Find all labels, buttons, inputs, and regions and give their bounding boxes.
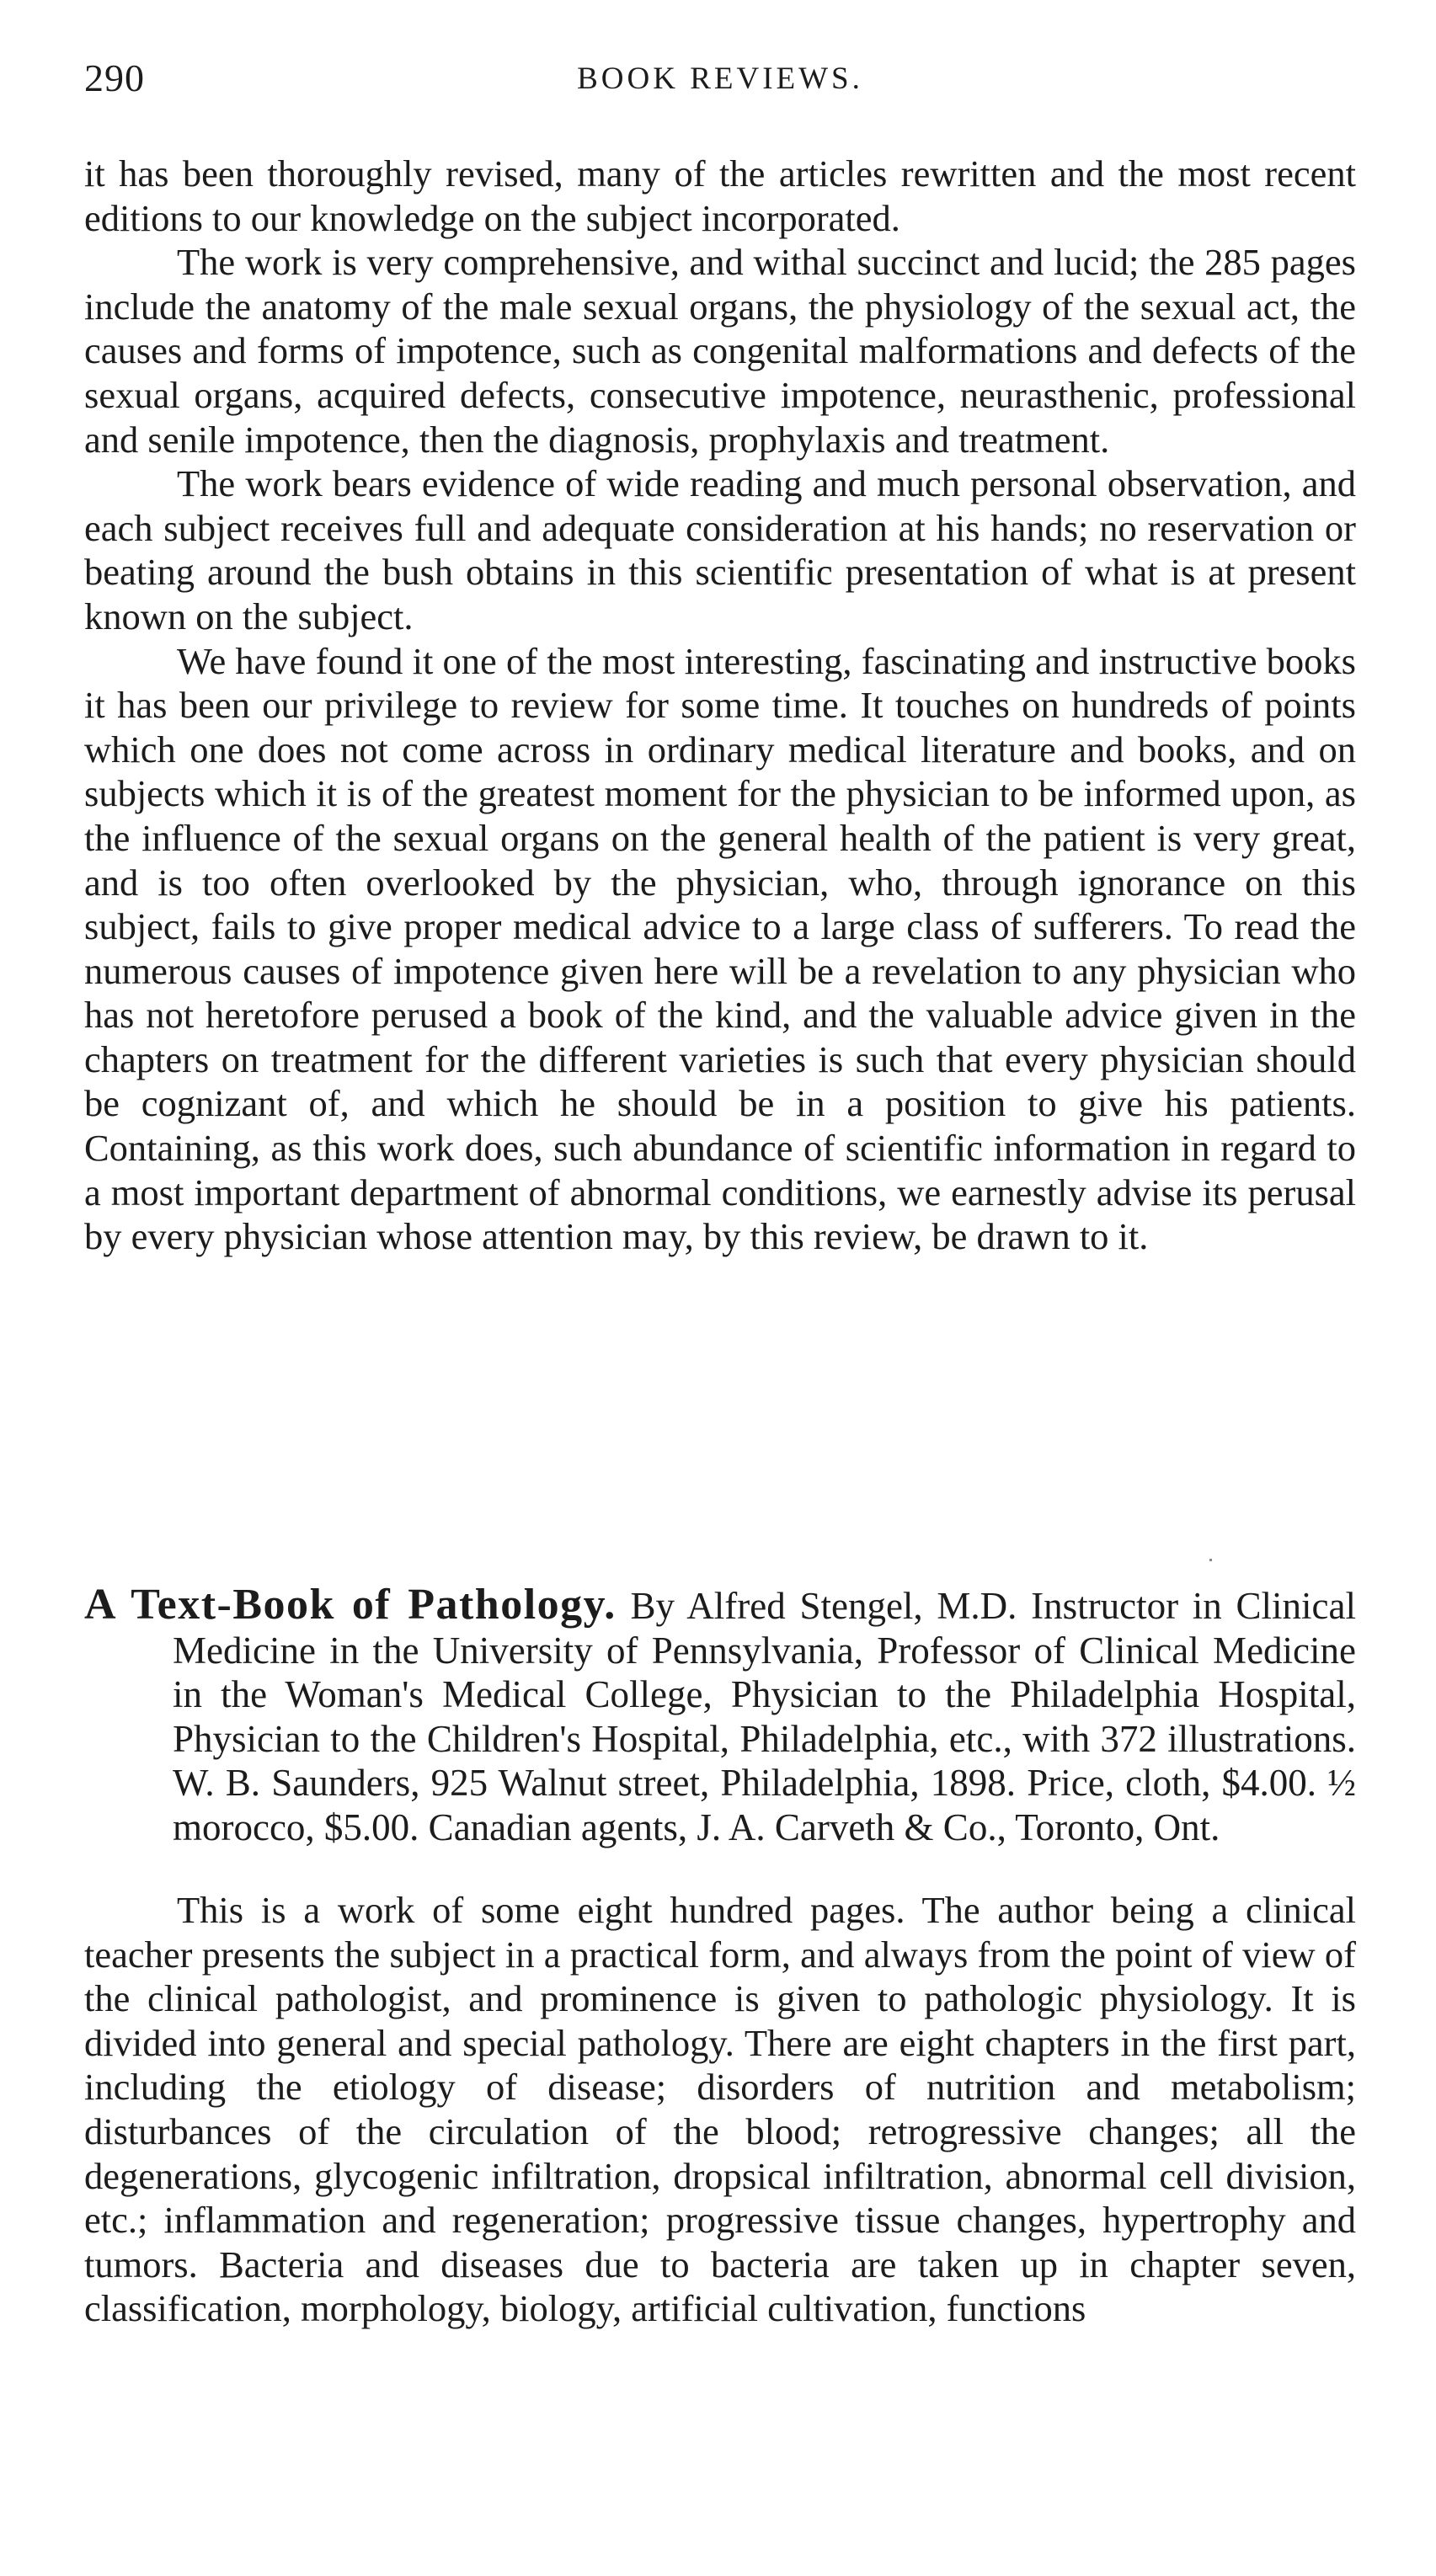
book-title: A Text-Book of Pathology. (84, 1581, 617, 1629)
continued-review (84, 152, 1356, 1259)
running-title: BOOK REVIEWS. (577, 61, 863, 96)
page-number: 290 (84, 56, 145, 99)
paragraph-continuation: it has been thoroughly revised, many of the articles rewritten and the most recent editions to our knowledge on the subject incorporated. (84, 152, 1356, 239)
running-head (84, 56, 1356, 115)
new-review-body (84, 1888, 1356, 2331)
paragraph: The work is very comprehensive, and withal succinct and lucid; the 285 pages include the anatomy of the male sexual organs, the physiology of the sexual act, the causes and forms of impotence, such as congenital malformations and defects of the sexual organs, acquired defects, consecutive impotence, neurasthenic, professional and senile impotence, then the diagnosis, prophylaxis and treatment. (84, 241, 1356, 461)
paragraph: The work bears evidence of wide reading and much personal observation, and each subject receives full and adequate consideration at his hands; no reservation or beating around the bush obtains in this scientific presentation of what is at present known on the subject. (84, 462, 1356, 637)
review-heading (84, 1583, 1356, 1850)
book-citation: By Alfred Stengel, M.D. Instructor in Clinical Medicine in the University of Pennsylvania, Professor of Clinical Medicine in the Woman's Medical College, Physician to the Philadelphia Hospital, Physician to the Children's Hospital, Philadelphia, etc., with 372 illustrations. W. B. Saunders, 925 Walnut street, Philadelphia, 1898. Price, cloth, $4.00. ½ morocco, $5.00. Canadian agents, J. A. Carveth & Co., Toronto, Ont. (173, 1585, 1357, 1848)
paragraph: This is a work of some eight hundred pages. The author being a clinical teacher presents the subject in a practical form, and always from the point of view of the clinical pathologist, and prominence is given to pathologic physiology. It is divided into general and special pathology. There are eight chapters in the first part, including the etiology of disease; disorders of nutrition and metabolism; disturbances of the circulation of the blood; retrogressive changes; all the degenerations, glycogenic infiltration, dropsical infiltration, abnormal cell division, etc.; inflammation and regeneration; progressive tissue changes, hypertrophy and tumors. Bacteria and diseases due to bacteria are taken up in chapter seven, classification, morphology, biology, artificial cultivation, functions (84, 1889, 1356, 2330)
paragraph: We have found it one of the most interesting, fascinating and instructive books it has been our privilege to review for some time. It touches on hundreds of points which one does not come across in ordinary medical literature and books, and on subjects which it is of the greatest moment for the physician to be informed upon, as the influence of the sexual organs on the general health of the patient is very great, and is too often overlooked by the physician, who, through ignorance on this subject, fails to give proper medical advice to a large class of sufferers. To read the numerous causes of impotence given here will be a revelation to any physician who has not heretofore perused a book of the kind, and the valuable advice given in the chapters on treatment for the different varieties is such that every physician should be cognizant of, and which he should be in a position to give his patients. Containing, as this work does, such abundance of scientific information in regard to a most important department of abnormal conditions, we earnestly advise its perusal by every physician whose attention may, by this review, be drawn to it. (84, 639, 1356, 1258)
separator-mark (1209, 1559, 1212, 1561)
